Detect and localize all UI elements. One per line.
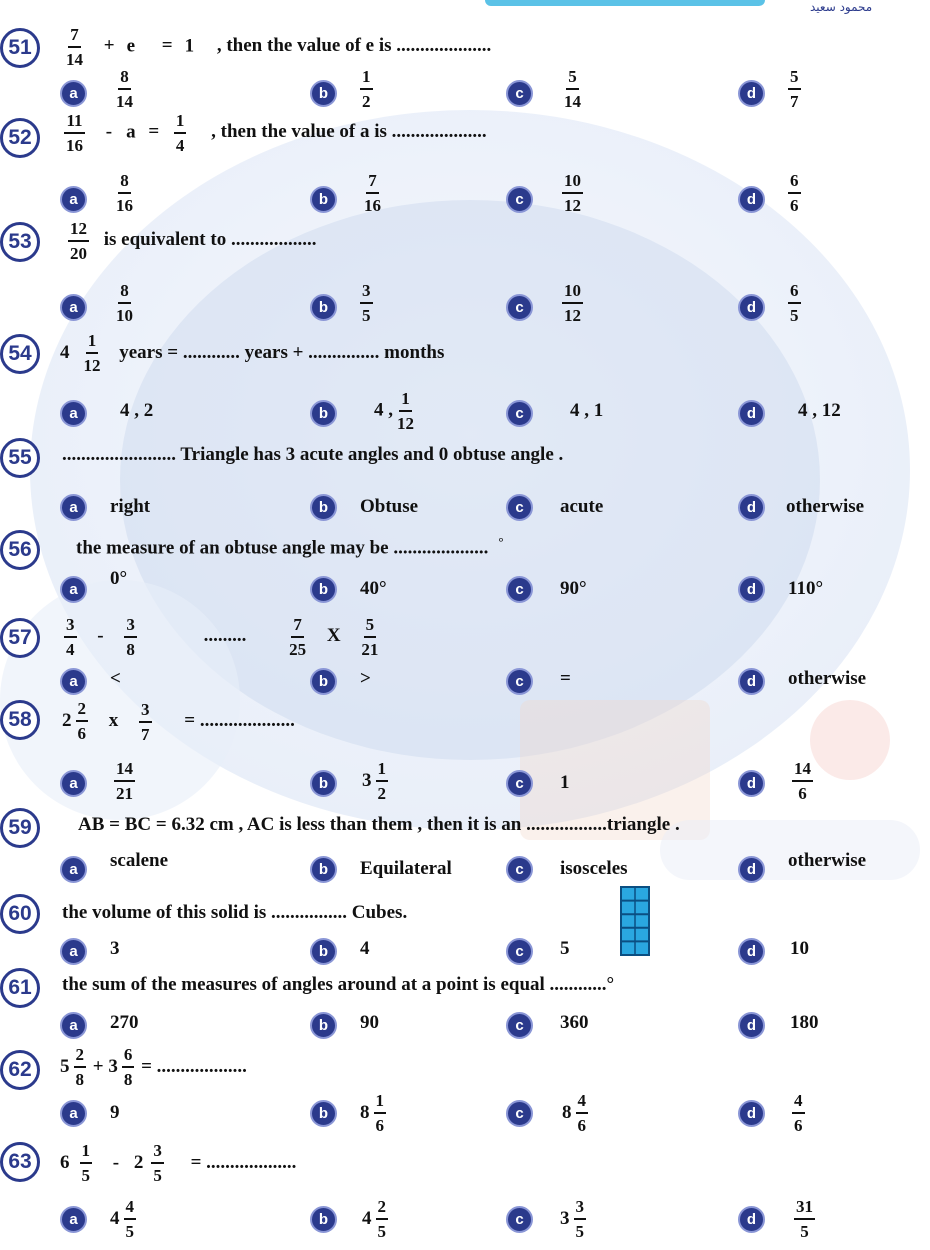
option-a[interactable]: $\frac{8}{16}$	[116, 171, 133, 215]
option-d[interactable]: otherwise	[786, 496, 865, 517]
question-number: 57	[0, 618, 40, 658]
option-a-marker[interactable]: a	[60, 668, 87, 695]
option-d-marker[interactable]: d	[738, 856, 765, 883]
option-d-marker[interactable]: d	[738, 186, 765, 213]
option-c-marker[interactable]: c	[506, 494, 533, 521]
fraction: $\frac{7}{14}$	[66, 25, 83, 69]
option-d[interactable]: $\frac{6}{6}$	[790, 171, 799, 215]
option-b-marker[interactable]: b	[310, 856, 337, 883]
option-c[interactable]: acute	[560, 496, 604, 517]
option-b[interactable]: $\frac{7}{16}$	[364, 171, 381, 215]
option-c[interactable]: 5	[560, 938, 570, 959]
option-c[interactable]: =	[560, 668, 571, 689]
option-a-marker[interactable]: a	[60, 400, 87, 427]
option-d[interactable]: 4 , 12	[798, 400, 841, 421]
option-b[interactable]: 40°	[360, 578, 387, 599]
option-c[interactable]: 3 $\frac{3}{5}$	[560, 1197, 584, 1241]
option-d-marker[interactable]: d	[738, 770, 765, 797]
option-a[interactable]: 4 $\frac{4}{5}$	[110, 1197, 134, 1241]
option-d[interactable]: 110°	[788, 578, 824, 599]
question-stem: the volume of this solid is ................ Cubes.	[62, 902, 408, 923]
option-d-marker[interactable]: d	[738, 1100, 765, 1127]
option-a-marker[interactable]: a	[60, 1012, 87, 1039]
option-c-marker[interactable]: c	[506, 1100, 533, 1127]
option-c[interactable]: 4 , 1	[570, 400, 604, 421]
option-b-marker[interactable]: b	[310, 668, 337, 695]
question-number: 63	[0, 1142, 40, 1182]
option-c-marker[interactable]: c	[506, 1012, 533, 1039]
question-stem: the measure of an obtuse angle may be .................... °	[76, 534, 504, 559]
option-a[interactable]: $\frac{8}{14}$	[116, 67, 133, 111]
option-a[interactable]: $\frac{8}{10}$	[116, 281, 133, 325]
option-d[interactable]: 180	[790, 1012, 819, 1033]
option-c[interactable]: isosceles	[560, 858, 628, 879]
option-b-marker[interactable]: b	[310, 186, 337, 213]
option-d[interactable]: otherwise	[788, 668, 867, 689]
option-d[interactable]: otherwise	[788, 850, 867, 871]
option-b[interactable]: $\frac{1}{2}$	[362, 67, 371, 111]
option-c-marker[interactable]: c	[506, 668, 533, 695]
option-b-marker[interactable]: b	[310, 576, 337, 603]
option-b-marker[interactable]: b	[310, 938, 337, 965]
option-d[interactable]: 10	[790, 938, 809, 959]
question-number: 53	[0, 222, 40, 262]
option-d-marker[interactable]: d	[738, 294, 765, 321]
option-b-marker[interactable]: b	[310, 80, 337, 107]
option-c-marker[interactable]: c	[506, 856, 533, 883]
option-a-marker[interactable]: a	[60, 856, 87, 883]
option-c-marker[interactable]: c	[506, 294, 533, 321]
option-d-marker[interactable]: d	[738, 80, 765, 107]
option-a[interactable]: 9	[110, 1102, 120, 1123]
option-c[interactable]: $\frac{5}{14}$	[564, 67, 581, 111]
question-stem: $\frac{7}{14}$ + e = 1 , then the value of e is ....................	[66, 25, 492, 69]
option-d-marker[interactable]: d	[738, 400, 765, 427]
question-stem: 5 $\frac{2}{8}$ + 3 $\frac{6}{8}$ = ...................	[60, 1045, 247, 1089]
option-d[interactable]: $\frac{31}{5}$	[796, 1197, 813, 1241]
option-b-marker[interactable]: b	[310, 294, 337, 321]
option-d-marker[interactable]: d	[738, 1012, 765, 1039]
question-stem: ........................ Triangle has 3 acute angles and 0 obtuse angle .	[62, 444, 564, 465]
question-stem: AB = BC = 6.32 cm , AC is less than them , then it is an .................triangle .	[78, 814, 680, 835]
option-c-marker[interactable]: c	[506, 770, 533, 797]
option-c[interactable]: 1	[560, 772, 570, 793]
author-watermark: محمود سعيد	[810, 0, 873, 14]
option-a[interactable]: 0°	[110, 568, 128, 589]
question-number: 55	[0, 438, 40, 478]
option-a-marker[interactable]: a	[60, 770, 87, 797]
option-d[interactable]: $\frac{6}{5}$	[790, 281, 799, 325]
option-d[interactable]: $\frac{5}{7}$	[790, 67, 799, 111]
question-number: 58	[0, 700, 40, 740]
option-b-marker[interactable]: b	[310, 1100, 337, 1127]
option-c-marker[interactable]: c	[506, 186, 533, 213]
question-number: 61	[0, 968, 40, 1008]
option-c[interactable]: 90°	[560, 578, 587, 599]
option-b[interactable]: Equilateral	[360, 858, 452, 879]
question-number: 51	[0, 28, 40, 68]
option-b[interactable]: 3 $\frac{1}{2}$	[362, 759, 386, 803]
question-stem: $\frac{3}{4}$ - $\frac{3}{8}$ ......... $\frac{7}{25}$ X $\frac{5}{21}$	[66, 615, 379, 659]
option-b[interactable]: Obtuse	[360, 496, 419, 517]
option-c-marker[interactable]: c	[506, 400, 533, 427]
cube-column-icon	[620, 886, 650, 956]
option-a-marker[interactable]: a	[60, 576, 87, 603]
option-d[interactable]: $\frac{4}{6}$	[794, 1091, 803, 1135]
option-b-marker[interactable]: b	[310, 770, 337, 797]
option-b-marker[interactable]: b	[310, 1206, 337, 1233]
question-stem: 4 $\frac{1}{12}$ years = ............ years + ............... months	[60, 331, 445, 375]
option-c-marker[interactable]: c	[506, 1206, 533, 1233]
question-number: 62	[0, 1050, 40, 1090]
option-b-marker[interactable]: b	[310, 400, 337, 427]
option-c-marker[interactable]: c	[506, 576, 533, 603]
option-c[interactable]: $\frac{10}{12}$	[564, 171, 581, 215]
option-b[interactable]: 90	[360, 1012, 379, 1033]
option-d-marker[interactable]: d	[738, 576, 765, 603]
option-d-marker[interactable]: d	[738, 494, 765, 521]
question-stem: $\frac{11}{16}$ - a = $\frac{1}{4}$ , then the value of a is ....................	[66, 111, 487, 155]
option-c[interactable]: 8 $\frac{4}{6}$	[562, 1091, 586, 1135]
question-number: 56	[0, 530, 40, 570]
option-b[interactable]: $\frac{3}{5}$	[362, 281, 371, 325]
header-bar	[485, 0, 765, 6]
option-a-marker[interactable]: a	[60, 294, 87, 321]
question-number: 52	[0, 118, 40, 158]
option-a[interactable]: 270	[110, 1012, 139, 1033]
option-b[interactable]: 8 $\frac{1}{6}$	[360, 1091, 384, 1135]
option-b[interactable]: >	[360, 668, 371, 689]
option-a[interactable]: <	[110, 668, 121, 689]
option-a-marker[interactable]: a	[60, 494, 87, 521]
question-number: 59	[0, 808, 40, 848]
option-a-marker[interactable]: a	[60, 1100, 87, 1127]
option-d-marker[interactable]: d	[738, 668, 765, 695]
option-b-marker[interactable]: b	[310, 1012, 337, 1039]
question-number: 54	[0, 334, 40, 374]
option-a[interactable]: scalene	[110, 850, 169, 871]
option-c-marker[interactable]: c	[506, 80, 533, 107]
option-c[interactable]: $\frac{10}{12}$	[564, 281, 581, 325]
question-number: 60	[0, 894, 40, 934]
question-stem: the sum of the measures of angles around at a point is equal ............°	[62, 974, 615, 995]
option-a[interactable]: 4 , 2	[120, 400, 154, 421]
option-c[interactable]: 360	[560, 1012, 589, 1033]
question-stem: 6 $\frac{1}{5}$ - 2 $\frac{3}{5}$ = ...................	[60, 1141, 297, 1185]
option-a[interactable]: $\frac{14}{21}$	[116, 759, 133, 803]
question-stem: 2 $\frac{2}{6}$ x $\frac{3}{7}$ = ....................	[62, 699, 295, 744]
option-a[interactable]: 3	[110, 938, 120, 959]
option-d[interactable]: $\frac{14}{6}$	[794, 759, 811, 803]
option-a[interactable]: right	[110, 496, 151, 517]
option-d-marker[interactable]: d	[738, 938, 765, 965]
option-a-marker[interactable]: a	[60, 938, 87, 965]
option-b[interactable]: 4 $\frac{2}{5}$	[362, 1197, 386, 1241]
option-a-marker[interactable]: a	[60, 80, 87, 107]
question-stem: $\frac{12}{20}$ is equivalent to ..................	[70, 219, 317, 263]
option-b[interactable]: 4	[360, 938, 370, 959]
option-a-marker[interactable]: a	[60, 186, 87, 213]
option-a-marker[interactable]: a	[60, 1206, 87, 1233]
option-d-marker[interactable]: d	[738, 1206, 765, 1233]
option-c-marker[interactable]: c	[506, 938, 533, 965]
option-b[interactable]: 4 , $\frac{1}{12}$	[374, 389, 414, 433]
option-b-marker[interactable]: b	[310, 494, 337, 521]
